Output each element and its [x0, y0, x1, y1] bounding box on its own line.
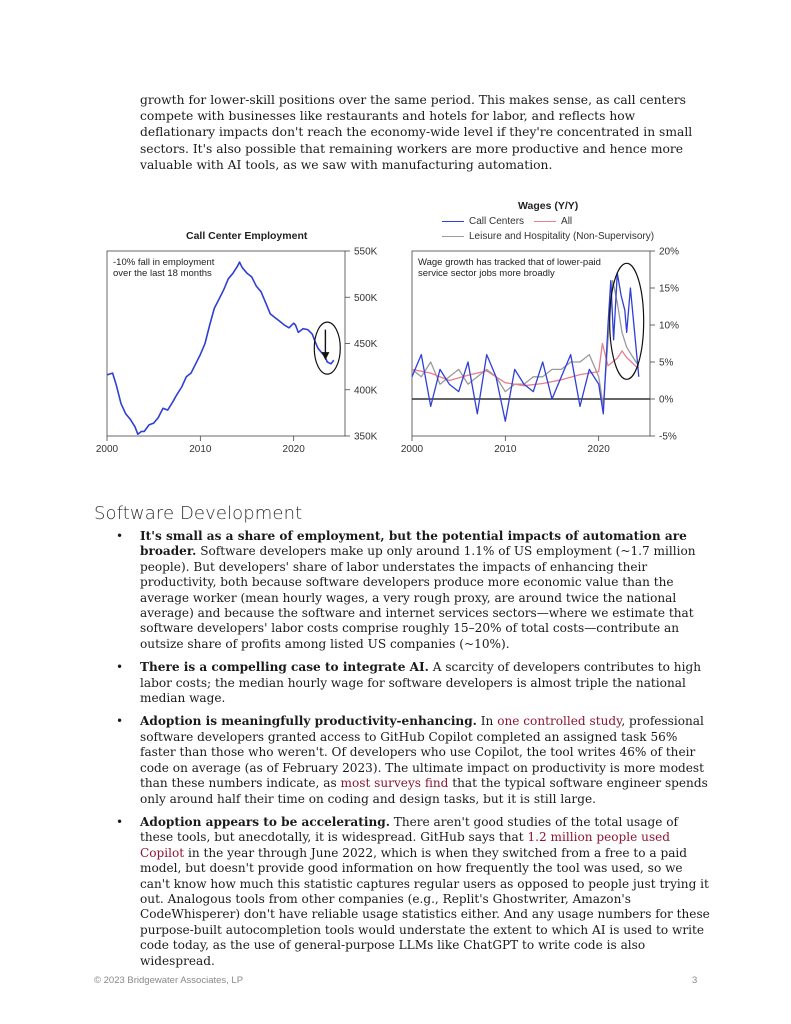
x-tick-label: 2010 — [189, 444, 212, 455]
link-most-surveys[interactable]: most surveys find — [340, 776, 449, 791]
legend-swatch-leisure — [442, 236, 464, 237]
y-tick-label: 15% — [659, 283, 680, 295]
link-copilot-users[interactable]: 1.2 million people used Copilot — [140, 830, 671, 860]
bullet-text: that the typical software engineer spends only around half their time on coding and design tasks, but it is still large. — [140, 776, 708, 806]
y-tick-label: 5% — [659, 357, 674, 369]
bullet-lead: It's small as a share of employment, but the potential impacts of automation are broader. — [140, 529, 687, 559]
legend-all: All — [561, 216, 573, 227]
legend-swatch-all — [534, 221, 556, 222]
bullet-text: In — [480, 714, 494, 729]
y-tick-label: 500K — [354, 292, 378, 304]
chart-title-call-center: Call Center Employment — [186, 230, 308, 242]
link-controlled-study[interactable]: one controlled study — [497, 714, 622, 729]
series-line-call-centers — [107, 262, 334, 434]
y-tick-label: 450K — [354, 339, 378, 350]
call-center-employment-chart — [95, 243, 395, 463]
chart-title-wages: Wages (Y/Y) — [518, 200, 579, 212]
y-tick-label: 0% — [659, 394, 674, 406]
bullet-text: in the year through June 2022, which is when they switched from a free to a paid model, but doesn't provide good information on how frequently the tool was used, so we can't know how much this statistic captures regular users as opposed to people just trying it out. Analogous tools from other companies (e.g., Replit's Ghostwriter, Amazon's CodeWhisperer) don't have reliable usage statistics either. And any usage numbers for these purpose-built autocompletion tools would understate the extent to which AI is used to write code today, as the use of general-purpose LLMs like ChatGPT to write code is also widespread. — [140, 845, 710, 968]
x-tick-label: 2020 — [282, 444, 305, 455]
bullet-lead: There is a compelling case to integrate AI. — [140, 660, 429, 675]
y-tick-label: 20% — [659, 246, 680, 258]
bullet-item — [110, 660, 710, 706]
x-tick-label: 2000 — [95, 444, 119, 455]
bullet-lead: Adoption appears to be accelerating. — [140, 814, 390, 829]
y-tick-label: -5% — [659, 431, 677, 443]
bullet-marker: • — [116, 529, 124, 543]
section-title: Software Development — [94, 503, 303, 524]
bullet-item — [110, 815, 710, 969]
chart-annotation: service sector jobs more broadly — [418, 268, 555, 279]
arrow-head — [321, 352, 329, 360]
bullet-marker: • — [116, 660, 124, 675]
intro-paragraph: growth for lower-skill positions over the same period. This makes sense, as call centers compete with businesses like restaurants and hotels for labor, and reflects how deflationary impacts don't reach the economy-wide level if they're concentrated in small sectors. It's also possible that remaining workers are more productive and hence more valuable with AI tools, as we saw with manufacturing automation. — [140, 93, 693, 172]
chart-annotation: Wage growth has tracked that of lower-paid — [418, 257, 601, 268]
y-tick-label: 10% — [659, 320, 680, 332]
bullet-item — [110, 529, 710, 652]
x-tick-label: 2020 — [587, 444, 610, 455]
bullet-lead: Adoption is meaningfully productivity-enhancing. — [140, 714, 477, 729]
wages-chart — [400, 243, 700, 463]
x-tick-label: 2010 — [494, 444, 517, 455]
legend-call-centers: Call Centers — [469, 216, 525, 227]
footer-page-number: 3 — [692, 975, 698, 986]
y-tick-label: 550K — [354, 246, 378, 258]
bullet-marker: • — [116, 814, 124, 829]
bullet-text: There aren't good studies of the total usage of these tools, but anecdotally, it is widespread. GitHub says that — [140, 814, 678, 845]
x-tick-label: 2000 — [400, 444, 424, 455]
chart-annotation: over the last 18 months — [113, 268, 212, 279]
wages-legend — [442, 214, 654, 244]
y-tick-label: 350K — [354, 431, 378, 443]
bullet-list — [110, 529, 710, 977]
chart-annotation: -10% fall in employment — [113, 257, 215, 268]
legend-swatch-call-centers — [442, 221, 464, 222]
y-tick-label: 400K — [354, 385, 378, 397]
bullet-text: Software developers make up only around 1.1% of US employment (~1.7 million people). But developers' share of labor understates the impacts of enhancing their productivity, both because software developers produce more economic value than the average worker (mean hourly wages, a very rough proxy, are around twice the national average) and because the software and internet services sectors—where we estimate that software developers' labor costs comprise roughly 15–20% of total costs—contribute an outsize share of profits among listed US companies (~10%). — [140, 544, 696, 651]
bullet-marker: • — [116, 714, 124, 729]
footer-copyright: © 2023 Bridgewater Associates, LP — [94, 975, 244, 986]
legend-leisure: Leisure and Hospitality (Non-Supervisory) — [469, 231, 655, 242]
bullet-text: , professional software developers granted access to GitHub Copilot completed an assigned task 56% faster than those who weren't. Of developers who use Copilot, the tool writes 46% of their code on average (as of February 2023). The ultimate impact on productivity is more modest than these numbers indicate, as — [140, 714, 704, 791]
bullet-text: A scarcity of developers contributes to high labor costs; the median hourly wage for software developers is almost triple the national median wage. — [140, 660, 701, 706]
bullet-item — [110, 714, 710, 806]
